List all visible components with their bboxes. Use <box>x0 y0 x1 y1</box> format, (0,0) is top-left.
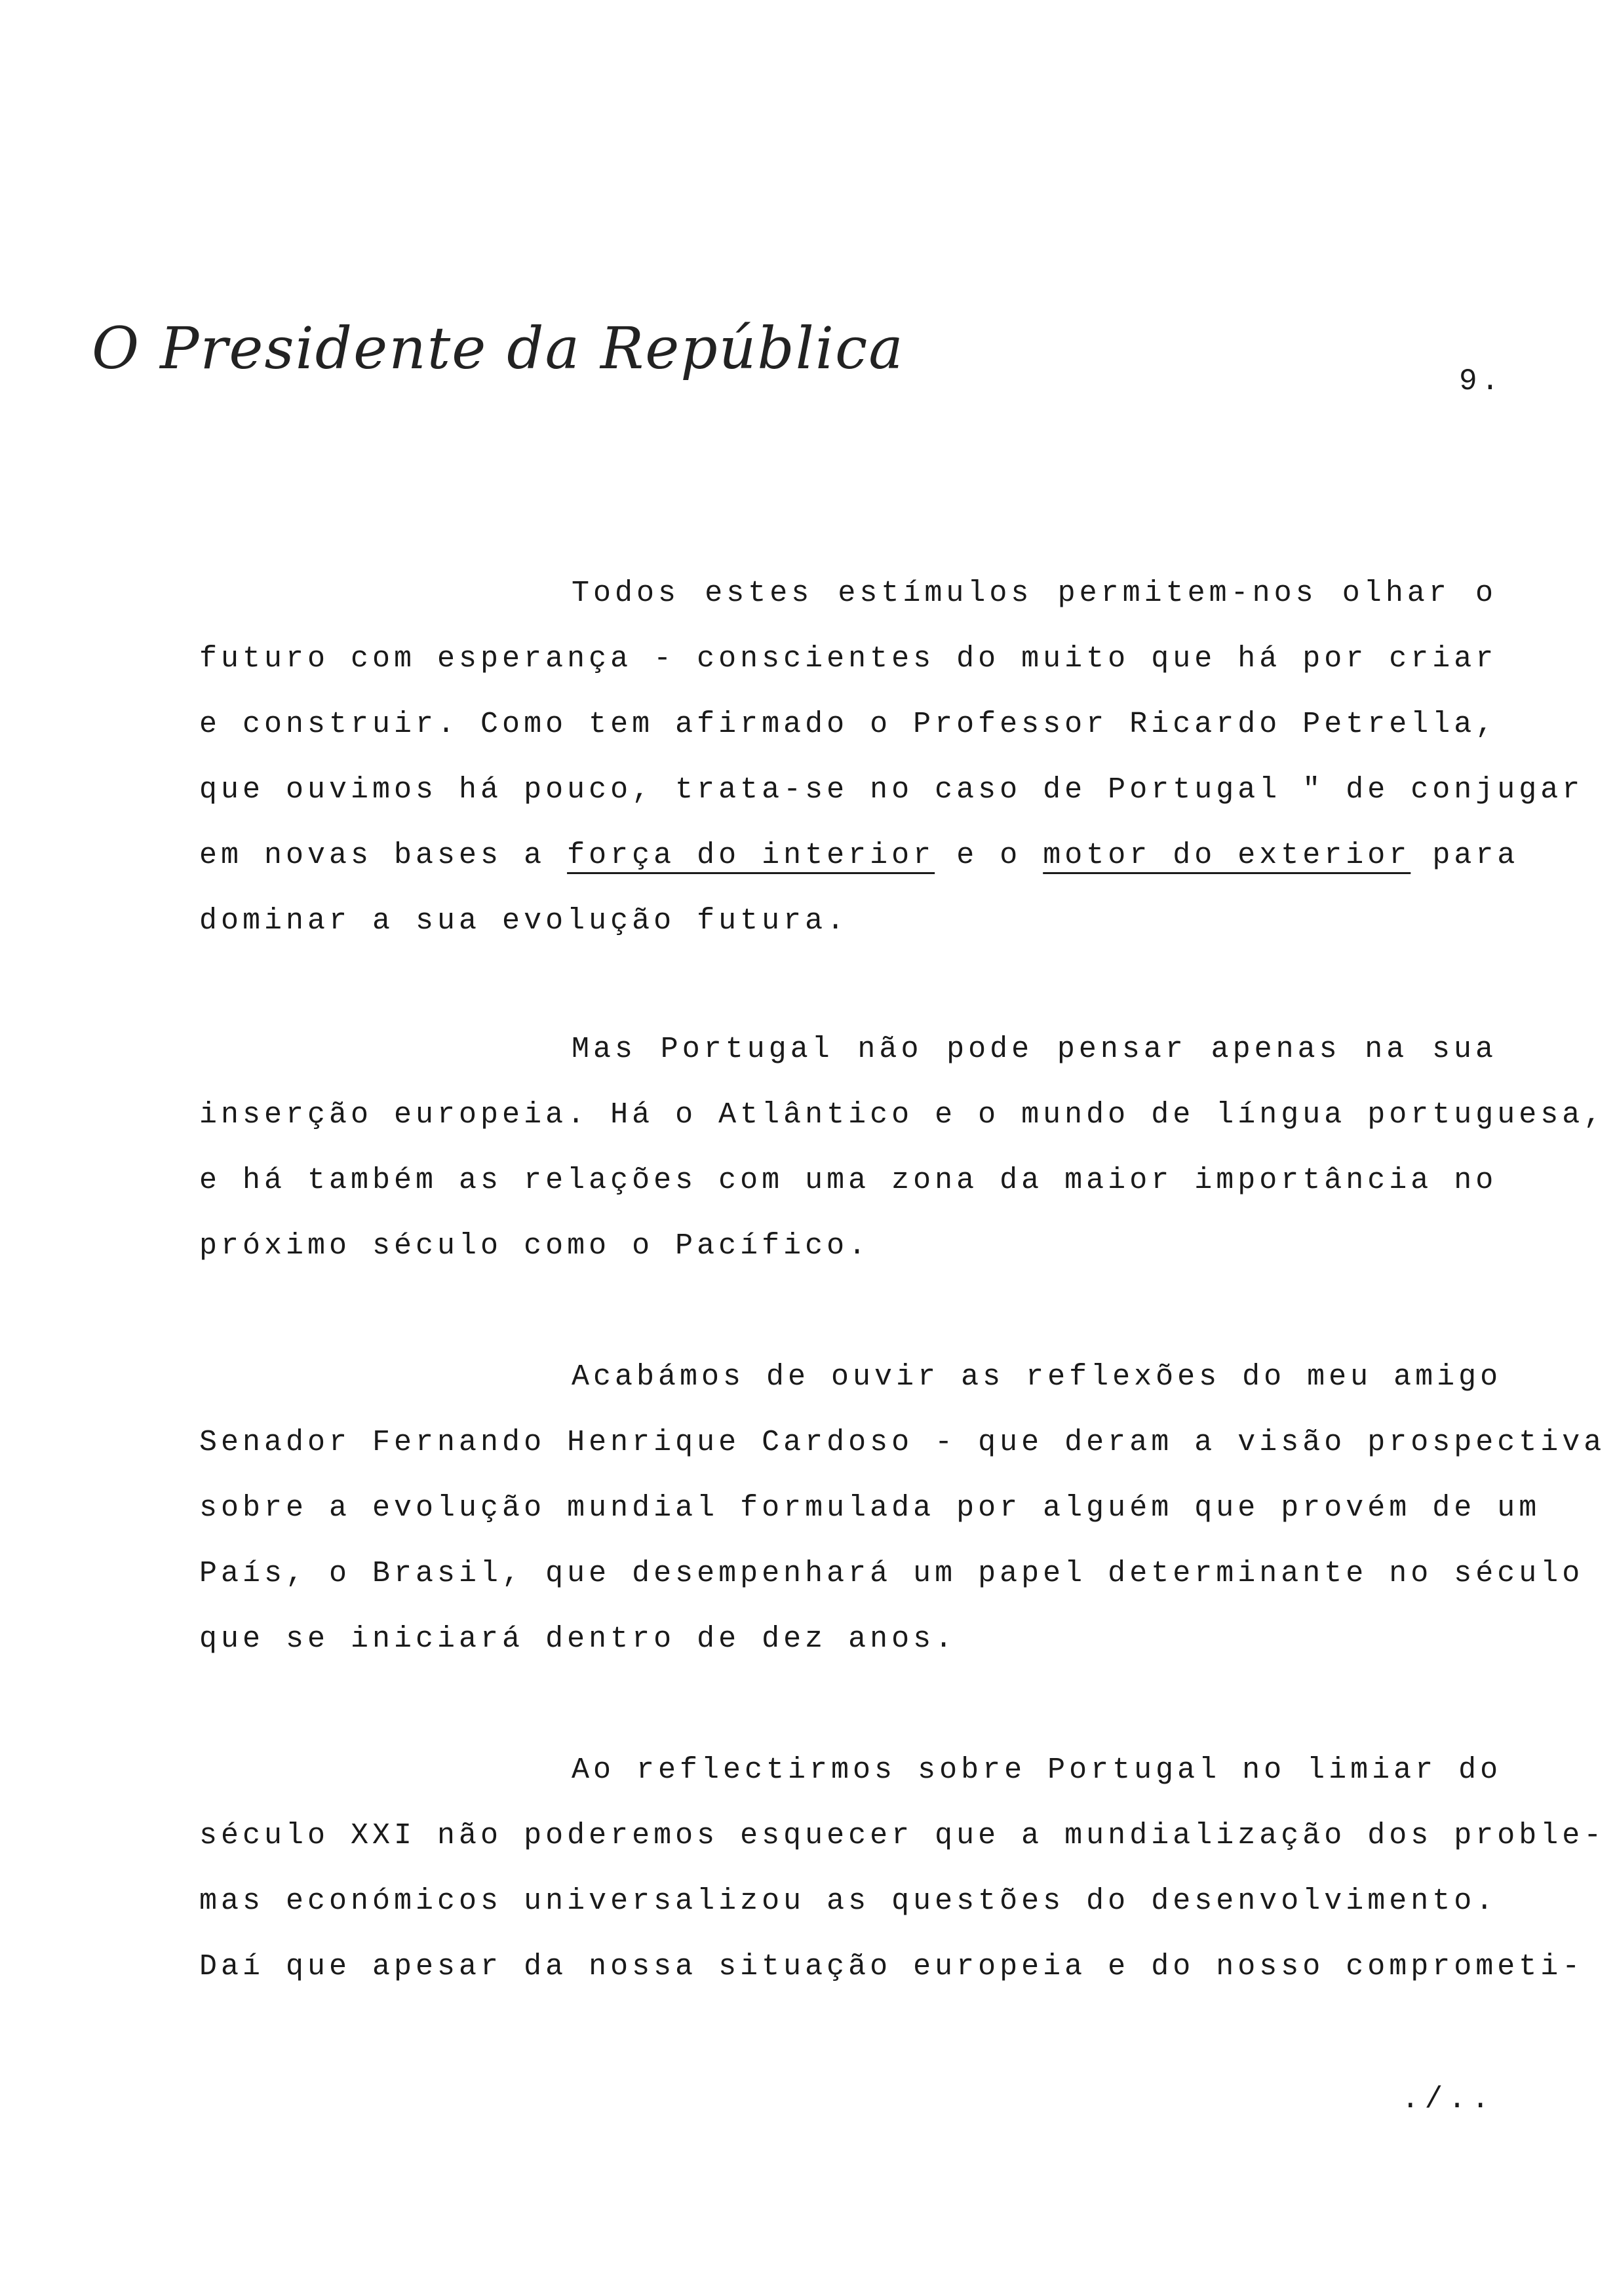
text-line: Daí que apesar da nossa situação europeia e do nosso comprometi- <box>199 1950 1584 1983</box>
page-number: 9. <box>1459 364 1504 398</box>
text-line: inserção europeia. Há o Atlântico e o mundo de língua portuguesa, <box>199 1098 1606 1132</box>
text-line: e há também as relações com uma zona da maior importância no <box>199 1164 1498 1197</box>
text-line: que ouvimos há pouco, trata-se no caso de Portugal " de conjugar <box>199 773 1584 807</box>
text-line <box>199 836 1519 875</box>
text-line: Acabámos de ouvir as reflexões do meu amigo <box>572 1360 1502 1394</box>
text-line: dominar a sua evolução futura. <box>199 904 849 938</box>
underlined-phrase: motor do exterior <box>1043 839 1411 872</box>
text-segment: em novas bases a <box>199 839 546 872</box>
text-line: futuro com esperança - conscientes do muito que há por criar <box>199 642 1498 676</box>
text-line: Ao reflectirmos sobre Portugal no limiar do <box>572 1753 1502 1787</box>
underlined-phrase: força do interior <box>567 839 935 872</box>
text-line: Mas Portugal não pode pensar apenas na sua <box>572 1033 1497 1066</box>
text-segment: para <box>1432 839 1519 872</box>
text-segment: e o <box>956 839 1022 872</box>
letterhead-title: O Presidente da República <box>92 315 905 382</box>
text-line: Senador Fernando Henrique Cardoso - que deram a visão prospectiva <box>199 1426 1606 1459</box>
text-line: e construir. Como tem afirmado o Professor Ricardo Petrella, <box>199 708 1498 741</box>
text-line: País, o Brasil, que desempenhará um papel determinante no século <box>199 1557 1584 1590</box>
text-line: sobre a evolução mundial formulada por alguém que provém de um <box>199 1491 1541 1525</box>
text-line: mas económicos universalizou as questões do desenvolvimento. <box>199 1885 1498 1918</box>
text-line: Todos estes estímulos permitem-nos olhar o <box>572 577 1497 610</box>
text-line: século XXI não poderemos esquecer que a mundialização dos proble- <box>199 1819 1606 1852</box>
text-line: próximo século como o Pacífico. <box>199 1229 870 1263</box>
text-line: que se iniciará dentro de dez anos. <box>199 1622 957 1656</box>
continuation-mark: ./.. <box>1401 2082 1495 2116</box>
